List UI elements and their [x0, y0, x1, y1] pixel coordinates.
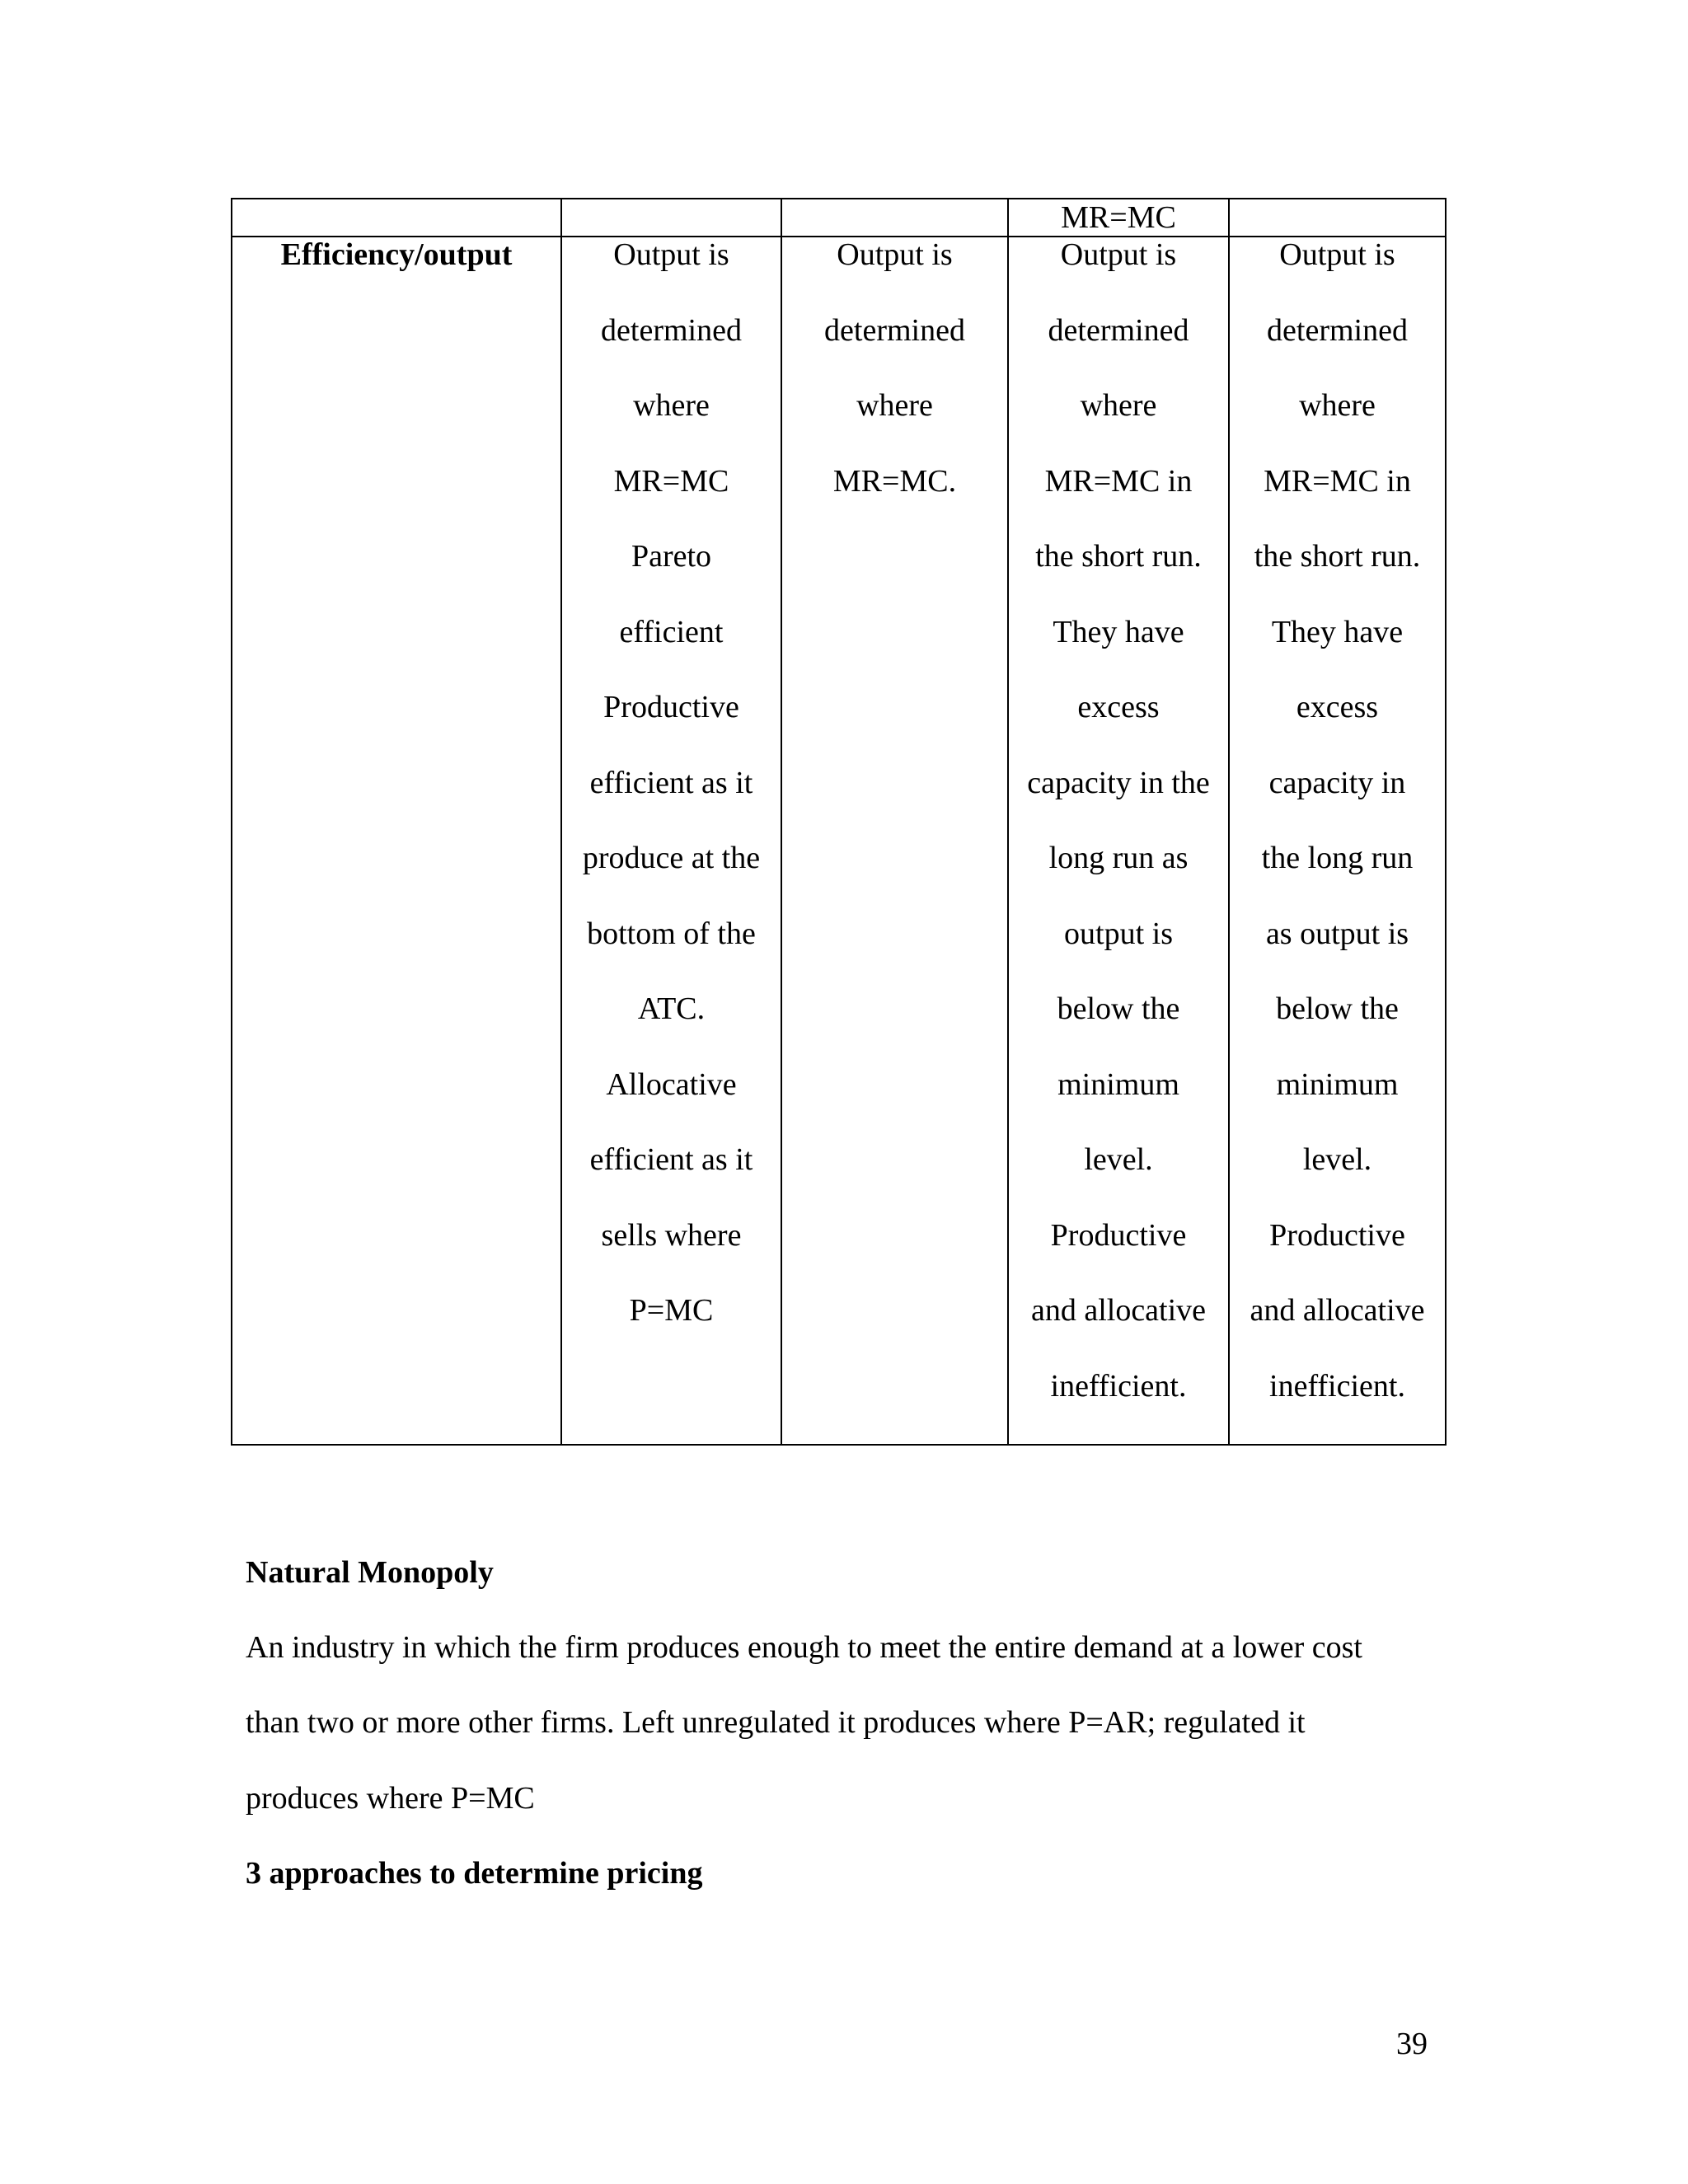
cell-line: Output is	[1060, 237, 1177, 272]
cell-line: inefficient.	[1269, 1368, 1405, 1404]
cell-line: MR=MC.	[832, 463, 957, 499]
cell-line: level.	[1084, 1142, 1153, 1177]
cell-line: They have	[1053, 614, 1184, 649]
cell-line: Output is	[613, 237, 729, 272]
section-heading: Natural Monopoly	[246, 1555, 494, 1590]
cell-line: the long run	[1261, 841, 1414, 875]
cell-line: Output is	[837, 237, 953, 272]
table-cell-col-3	[1008, 237, 1229, 1445]
comparison-table	[231, 198, 1447, 1446]
cell-line: the short run.	[1035, 539, 1202, 574]
cell-line: MR=MC in	[1044, 463, 1193, 499]
cell-line: long run as	[1048, 841, 1189, 875]
cell-line: inefficient.	[1050, 1368, 1187, 1404]
cell-line: excess	[1077, 690, 1160, 724]
table-cell-col-1	[561, 237, 781, 1445]
cell-line: Allocative	[606, 1066, 737, 1102]
table-row	[232, 237, 1446, 1445]
cell-line: where	[1299, 388, 1376, 423]
cell-line: capacity in	[1268, 765, 1406, 800]
paragraph-line: produces where P=MC	[246, 1781, 535, 1816]
cell-line: P=MC	[629, 1293, 714, 1328]
cell-line: ATC.	[637, 991, 706, 1026]
cell-line: produce at the	[582, 841, 761, 875]
cell-line: determined	[824, 312, 965, 348]
cell-line: minimum	[1276, 1066, 1399, 1102]
cell-line: efficient	[619, 614, 724, 649]
cell-line: determined	[601, 312, 742, 348]
table-cell-col-4	[1229, 237, 1446, 1445]
cell-line: below the	[1276, 991, 1399, 1026]
row-label: Efficiency/output	[280, 237, 513, 272]
row-label-cell	[232, 237, 561, 1445]
cell-line: the short run.	[1254, 539, 1421, 574]
cell-line: where	[1080, 388, 1157, 423]
cell-line: MR=MC in	[1264, 463, 1411, 499]
cell-line: Output is	[1279, 237, 1395, 272]
paragraph-line: An industry in which the firm produces enough to meet the entire demand at a lower cost	[246, 1630, 1362, 1665]
cell-line: They have	[1271, 614, 1404, 649]
cell-line: where	[633, 388, 710, 423]
cell-line: and allocative	[1250, 1293, 1425, 1328]
cell-line: bottom of the	[587, 916, 756, 951]
cell-line: Pareto	[631, 539, 712, 574]
cell-line: capacity in the	[1027, 765, 1210, 800]
table-cell: MR=MC	[1008, 199, 1229, 237]
cell-line: where	[856, 388, 933, 423]
cell-line: determined	[1048, 312, 1189, 348]
cell-line: MR=MC	[613, 463, 729, 499]
cell-line: as output is	[1265, 916, 1409, 951]
cell-line: minimum	[1057, 1066, 1179, 1102]
cell-line: Productive	[603, 690, 739, 724]
cell-line: efficient as it	[589, 1142, 753, 1177]
cell-line: Productive	[1050, 1217, 1187, 1253]
cell-line: and allocative	[1030, 1293, 1207, 1328]
cell-line: excess	[1296, 690, 1379, 724]
cell-line: output is	[1064, 916, 1173, 951]
page-number: 39	[1396, 2027, 1428, 2061]
cell-line: Productive	[1269, 1217, 1405, 1253]
cell-line: determined	[1267, 312, 1408, 348]
cell-line: sells where	[601, 1217, 742, 1253]
cell-line: level.	[1302, 1142, 1372, 1177]
section-heading: 3 approaches to determine pricing	[246, 1856, 703, 1891]
cell-line: below the	[1057, 991, 1180, 1026]
cell-line: efficient as it	[589, 765, 753, 800]
table-cell-col-2	[781, 237, 1008, 1445]
paragraph-line: than two or more other firms. Left unregulated it produces where P=AR; regulated it	[246, 1705, 1306, 1740]
